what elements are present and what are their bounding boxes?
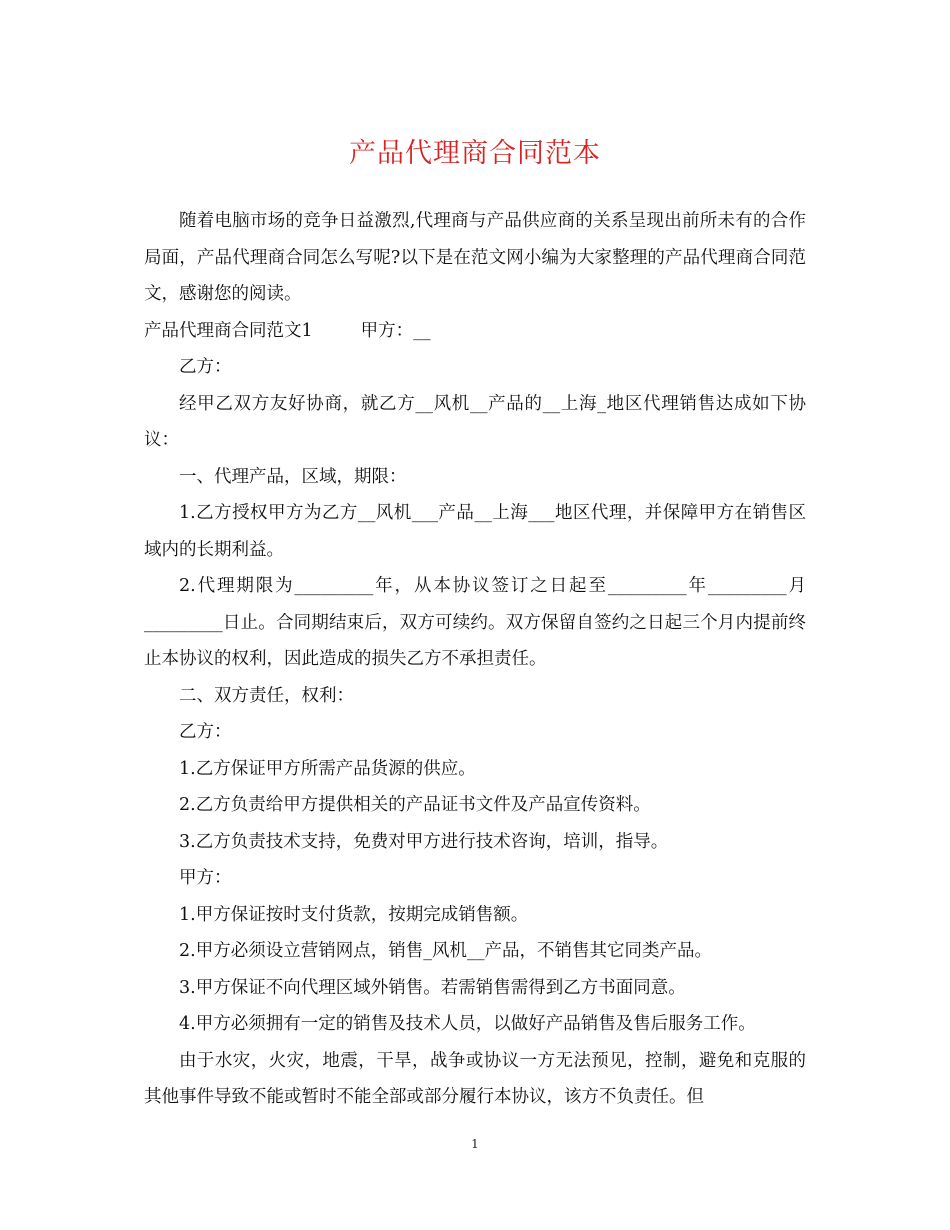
- clause-1-2: 2.代理期限为_________年，从本协议签订之日起至_________年_________月_________日止。合同期结束后，双方可续约。双方保留自签约之日起三个月内提前终止本协议的权利，因此造成的损失乙方不承担责任。: [144, 576, 806, 669]
- document-body: [144, 203, 806, 1116]
- party-a-field: 甲方：__: [360, 320, 431, 341]
- contract-heading-line: [144, 313, 806, 350]
- party-b-clause-1: 1.乙方保证甲方所需产品货源的供应。: [179, 758, 476, 779]
- section-heading-2: 二、双方责任，权利：: [179, 685, 354, 706]
- agreement-preamble: 经甲乙双方友好协商，就乙方__风机__产品的__上海_地区代理销售达成如下协议：: [144, 393, 806, 450]
- party-a-clause-4: 4.甲方必须拥有一定的销售及技术人员，以做好产品销售及售后服务工作。: [179, 1014, 756, 1034]
- document-title: 产品代理商合同范本: [349, 138, 601, 169]
- party-a-clause-2: 2.甲方必须设立营销网点，销售_风机__产品，不销售其它同类产品。: [179, 941, 712, 961]
- clause-1-1: 1.乙方授权甲方为乙方__风机___产品__上海___地区代理，并保障甲方在销售区域内的长期利益。: [144, 503, 806, 560]
- party-a-clause-3: 3.甲方保证不向代理区域外销售。若需销售需得到乙方书面同意。: [179, 977, 686, 998]
- force-majeure-paragraph: 由于水灾，火灾，地震，干旱，战争或协议一方无法预见，控制，避免和克服的其他事件导致不能或暂时不能全部或部分履行本协议，该方不负责任。但: [144, 1050, 806, 1107]
- party-b-clause-2: 2.乙方负责给甲方提供相关的产品证书文件及产品宣传资料。: [179, 795, 651, 815]
- party-b-heading: 乙方：: [179, 722, 232, 742]
- party-a-heading: 甲方：: [179, 868, 232, 888]
- section-heading-1: 一、代理产品，区域，期限：: [179, 466, 407, 487]
- contract-subtitle: 产品代理商合同范文1: [144, 320, 313, 341]
- page-number: 1: [471, 1137, 479, 1151]
- party-b-clause-3: 3.乙方负责技术支持，免费对甲方进行技术咨询，培训，指导。: [179, 831, 669, 852]
- party-b-field: 乙方：: [179, 357, 232, 377]
- party-a-clause-1: 1.甲方保证按时支付货款，按期完成销售额。: [179, 904, 529, 925]
- intro-paragraph: 随着电脑市场的竞争日益激烈,代理商与产品供应商的关系呈现出前所未有的合作局面，产品代理商合同怎么写呢?以下是在范文网小编为大家整理的产品代理商合同范文，感谢您的阅读。: [144, 211, 806, 304]
